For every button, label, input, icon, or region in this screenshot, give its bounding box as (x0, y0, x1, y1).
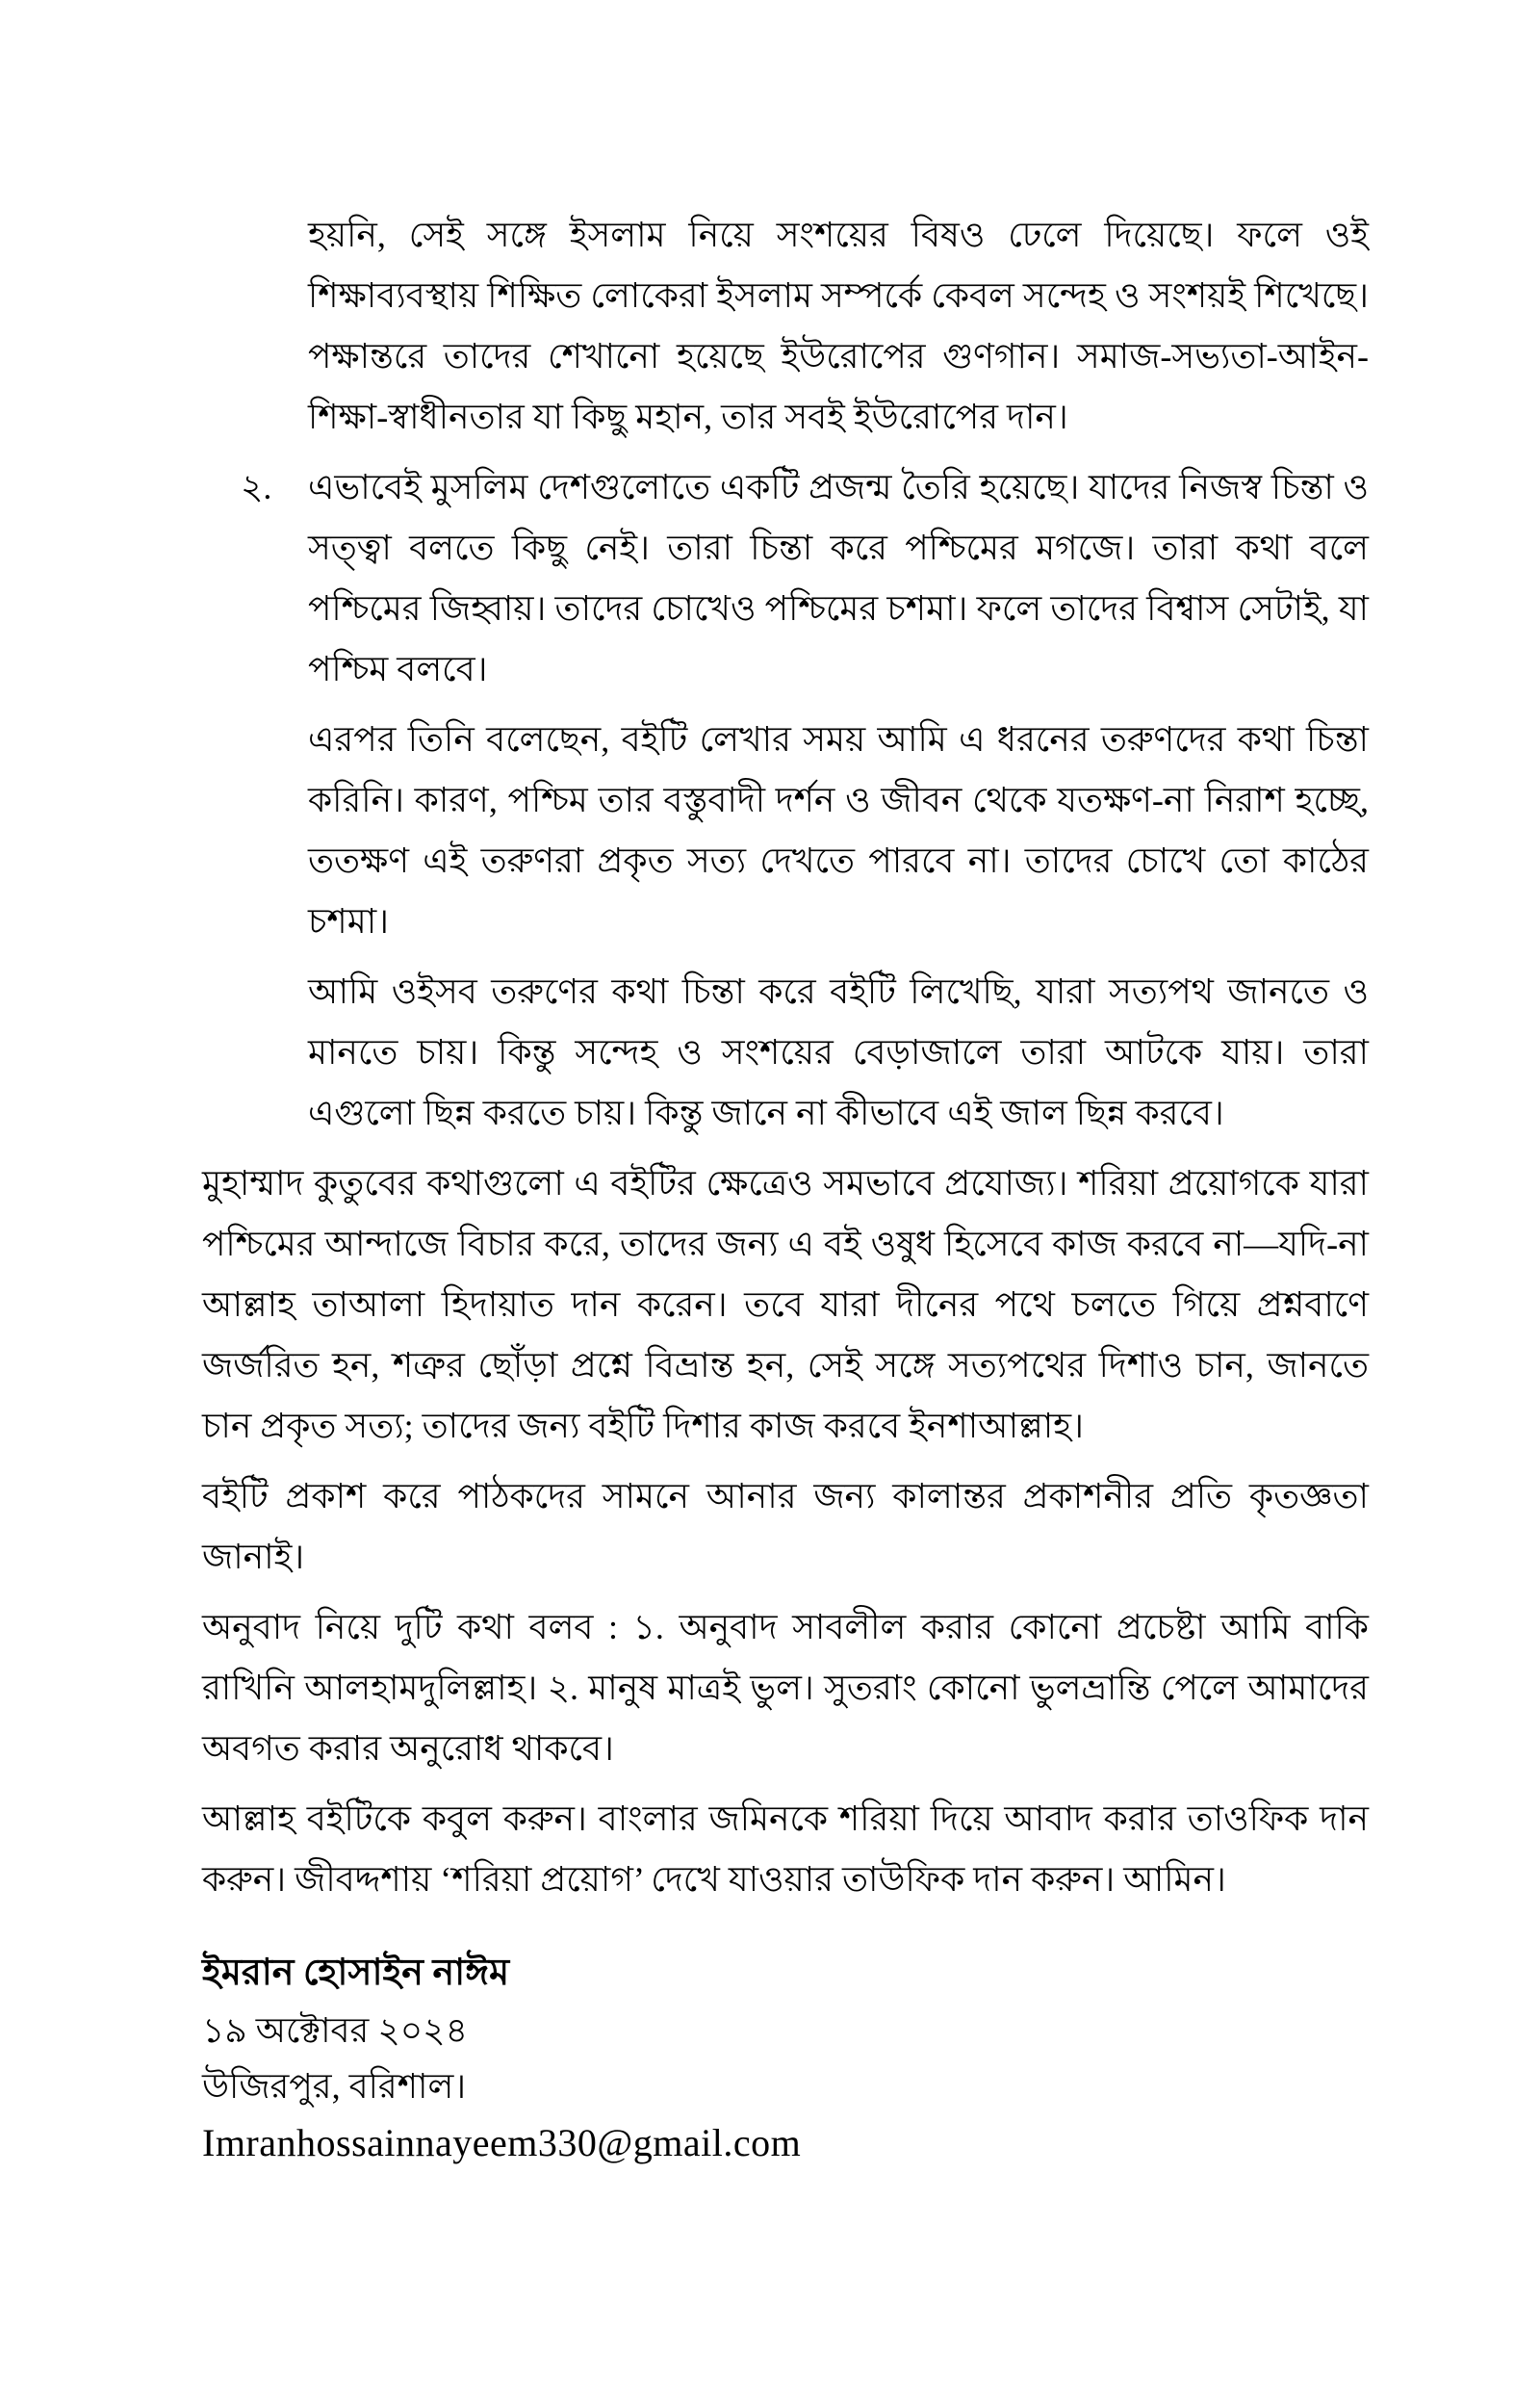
body-paragraph-4: আল্লাহ বইটিকে কবুল করুন। বাংলার জমিনকে শরিয়া দিয়ে আবাদ করার তাওফিক দান করুন। জীবদ্দশায় ‘শরিয়া প্রয়োগ’ দেখে যাওয়ার তাউফিক দান করুন। আমিন। (202, 1799, 1369, 1899)
body-paragraph-1: মুহাম্মাদ কুতুবের কথাগুলো এ বইটির ক্ষেত্রেও সমভাবে প্রযোজ্য। শরিয়া প্রয়োগকে যারা পশ্চিমের আন্দাজে বিচার করে, তাদের জন্য এ বই ওষুধ হিসেবে কাজ করবে না—যদি-না আল্লাহ তাআলা হিদায়াত দান করেন। তবে যারা দীনের পথে চলতে গিয়ে প্রশ্নবাণে জর্জরিত হন, শত্রুর ছোঁড়া প্রশ্নে বিভ্রান্ত হন, সেই সঙ্গে সত্যপথের দিশাও চান, জানতে চান প্রকৃত সত্য; তাদের জন্য বইটি দিশার কাজ করবে ইনশাআল্লাহ। (202, 1164, 1369, 1445)
signature-location: উজিরপুর, বরিশাল। (202, 2067, 467, 2106)
quoted-paragraph-1: এরপর তিনি বলেছেন, বইটি লেখার সময় আমি এ ধরনের তরুণদের কথা চিন্তা করিনি। কারণ, পশ্চিম তার বস্তুবাদী দর্শন ও জীবন থেকে যতক্ষণ-না নিরাশ হচ্ছে, ততক্ষণ এই তরুণরা প্রকৃত সত্য দেখতে পারবে না। তাদের চোখে তো কাঠের চশমা। (308, 720, 1369, 941)
list-item-number: ২. (241, 468, 272, 506)
body-paragraph-2: বইটি প্রকাশ করে পাঠকদের সামনে আনার জন্য কালান্তর প্রকাশনীর প্রতি কৃতজ্ঞতা জানাই। (202, 1477, 1369, 1576)
author-email: Imranhossainnayeem330@gmail.com (202, 2121, 802, 2164)
author-name: ইমরান হোসাইন নাঈম (202, 1953, 510, 1993)
quoted-paragraph-2: আমি ওইসব তরুণের কথা চিন্তা করে বইটি লিখেছি, যারা সত্যপথ জানতে ও মানতে চায়। কিন্তু সন্দেহ ও সংশয়ের বেড়াজালে তারা আটকে যায়। তারা এগুলো ছিন্ন করতে চায়। কিন্তু জানে না কীভাবে এই জাল ছিন্ন করবে। (308, 972, 1369, 1132)
body-paragraph-3: অনুবাদ নিয়ে দুটি কথা বলব : ১. অনুবাদ সাবলীল করার কোনো প্রচেষ্টা আমি বাকি রাখিনি আলহামদুলিল্লাহ। ২. মানুষ মাত্রই ভুল। সুতরাং কোনো ভুলভ্রান্তি পেলে আমাদের অবগত করার অনুরোধ থাকবে। (202, 1608, 1369, 1768)
paragraph-continued-from-previous-page: হয়নি, সেই সঙ্গে ইসলাম নিয়ে সংশয়ের বিষও ঢেলে দিয়েছে। ফলে ওই শিক্ষাব্যবস্থায় শিক্ষিত লোকেরা ইসলাম সম্পর্কে কেবল সন্দেহ ও সংশয়ই শিখেছে। পক্ষান্তরে তাদের শেখানো হয়েছে ইউরোপের গুণগান। সমাজ-সভ্যতা-আইন-শিক্ষা-স্বাধীনতার যা কিছু মহান, তার সবই ইউরোপের দান। (308, 216, 1369, 436)
list-item-text: এভাবেই মুসলিম দেশগুলোতে একটি প্রজন্ম তৈরি হয়েছে। যাদের নিজস্ব চিন্তা ও সত্ত্বা বলতে কিছু নেই। তারা চিন্তা করে পশ্চিমের মগজে। তারা কথা বলে পশ্চিমের জিহ্বায়। তাদের চোখেও পশ্চিমের চশমা। ফলে তাদের বিশ্বাস সেটাই, যা পশ্চিম বলবে। (308, 468, 1369, 688)
signature-block (202, 1943, 1369, 2172)
numbered-list-item-2 (241, 457, 1369, 700)
signature-date: ১৯ অক্টোবর ২০২৪ (202, 2011, 468, 2050)
